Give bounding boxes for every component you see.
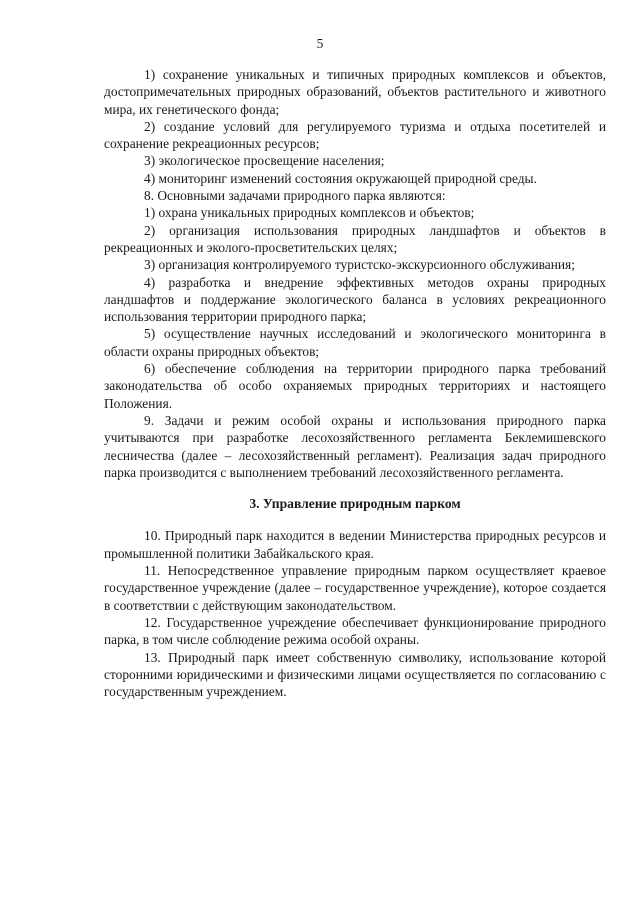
- paragraph: 5) осуществление научных исследований и экологического мониторинга в области охраны природных объектов;: [104, 326, 606, 359]
- paragraph: 9. Задачи и режим особой охраны и использования природного парка учитываются при разработке лесохозяйственного регламента Беклемишевского лесничества (далее – лесохозяйственный регламент). Реализация задач природного парка производится с выполнением требований лесохозяйственного регламента.: [104, 412, 606, 480]
- document-body: [104, 66, 606, 700]
- paragraph: 3) экологическое просвещение населения;: [144, 153, 385, 169]
- paragraph: 10. Природный парк находится в ведении Министерства природных ресурсов и промышленной политики Забайкальского края.: [104, 528, 606, 561]
- paragraph: 2) организация использования природных ландшафтов и объектов в рекреационных и эколого-просветительских целях;: [104, 222, 606, 255]
- paragraph: 11. Непосредственное управление природным парком осуществляет краевое государственное учреждение (далее – государственное учреждение), которое создается в соответствии с действующим законодательством.: [104, 563, 606, 613]
- paragraph: 1) охрана уникальных природных комплексов и объектов;: [144, 205, 475, 221]
- paragraph: 13. Природный парк имеет собственную символику, использование которой сторонними юридическими и физическими лицами осуществляется по согласованию с государственным учреждением.: [104, 649, 606, 700]
- paragraph: 4) мониторинг изменений состояния окружающей природной среды.: [144, 170, 537, 186]
- paragraph: 8. Основными задачами природного парка являются:: [144, 188, 446, 204]
- section-heading: 3. Управление природным парком: [249, 496, 461, 512]
- paragraph: 3) организация контролируемого туристско-экскурсионного обслуживания;: [144, 257, 575, 273]
- paragraph: 6) обеспечение соблюдения на территории природного парка требований законодательства об особо охраняемых природных территориях и настоящего Положения.: [104, 361, 606, 411]
- page-number: 5: [316, 36, 324, 51]
- paragraph: 2) создание условий для регулируемого туризма и отдыха посетителей и сохранение рекреационных ресурсов;: [104, 118, 606, 152]
- paragraph: 12. Государственное учреждение обеспечивает функционирование природного парка, в том числе соблюдение режима особой охраны.: [104, 614, 606, 648]
- paragraph: 4) разработка и внедрение эффективных методов охраны природных ландшафтов и поддержание экологического баланса в условиях рекреационного использования территории природного парка;: [104, 274, 606, 325]
- paragraph: 1) сохранение уникальных и типичных природных комплексов и объектов, достопримечательных природных образований, объектов растительного и животного мира, их генетического фонда;: [104, 67, 606, 117]
